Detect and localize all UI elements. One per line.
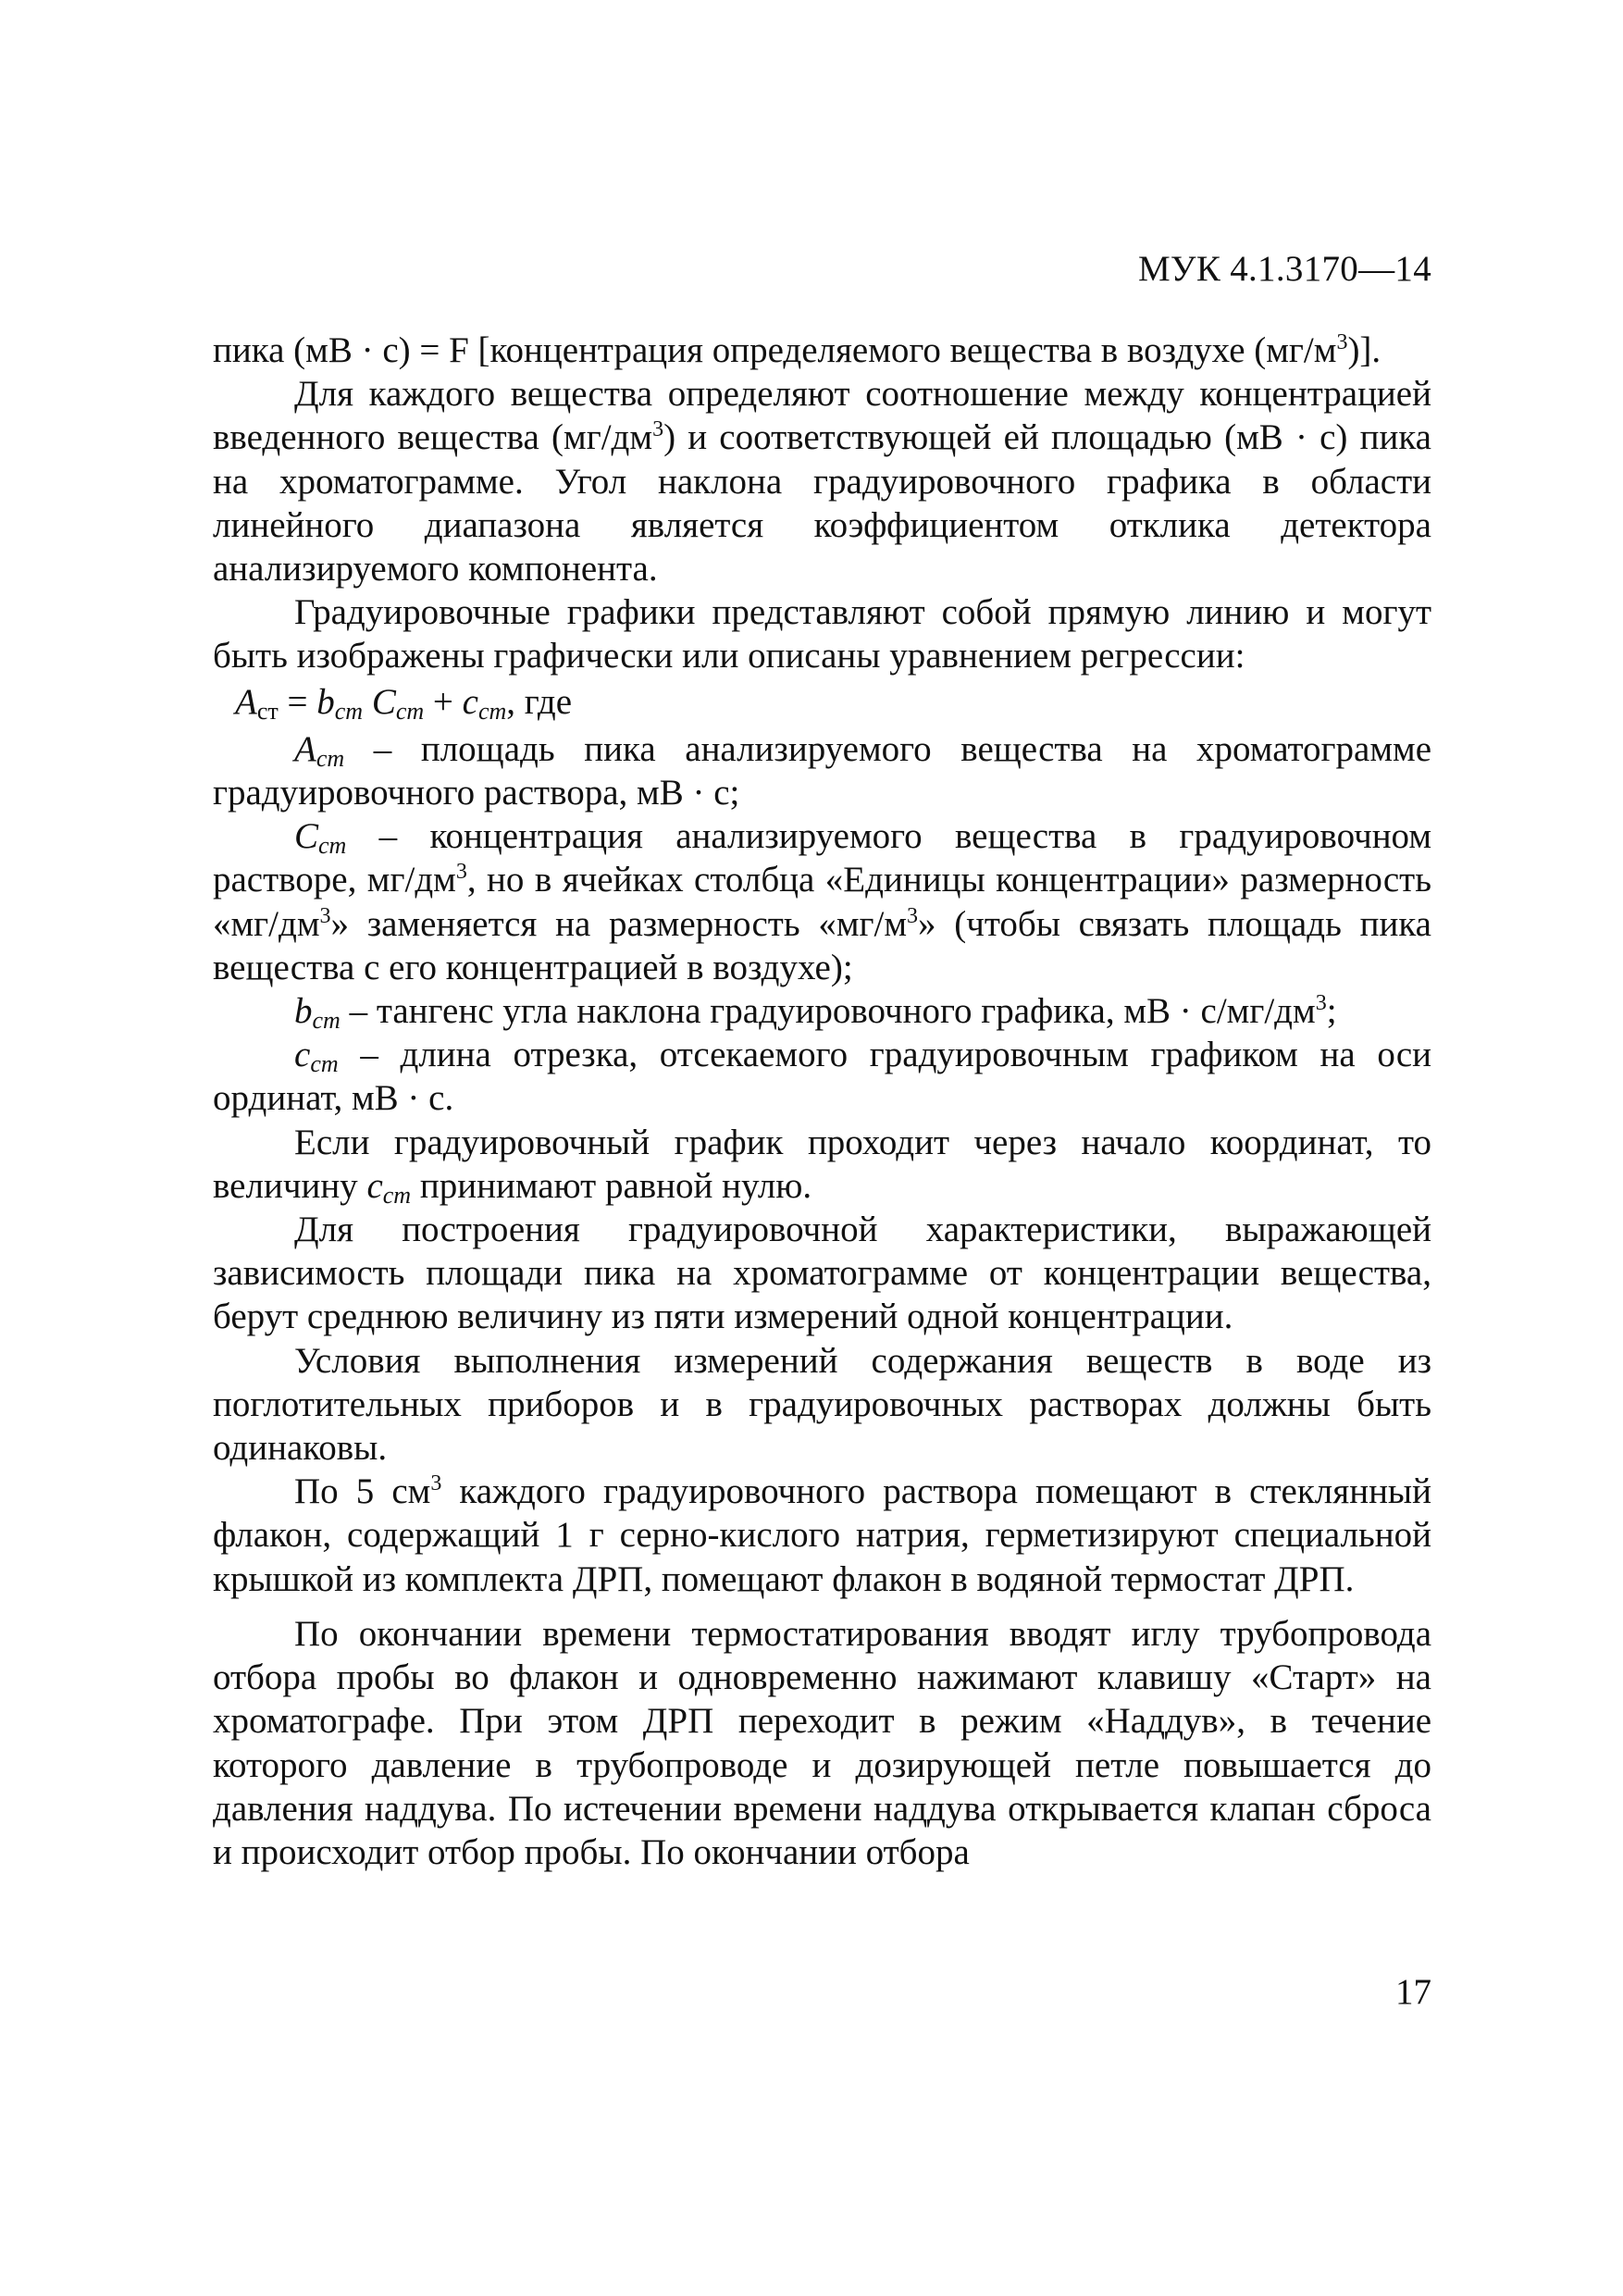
definition-b-cm: $b_{cm}$ – тангенс угла наклона градуировочного графика, мВ · $с/мг/дм^3$;: [294, 991, 1337, 1035]
paragraph-sampling-procedure: По окончании времени термостатирования вводят иглу трубопровода отбора пробы во флакон и одновременно нажимают клавишу «Старт» на хроматографе. При этом ДРП переходит в режим «Наддув», в течение которого давление в трубопроводе и дозирующей петле повышается до давления наддува. По истечении времени наддува открывается клапан сброса и происходит отбор пробы. По окончании отбора: [213, 1613, 1431, 1872]
paragraph-vial-preparation: По 5 $см^3$ каждого градуировочного раствора помещают в стеклянный флакон, содержащий 1 г серно-кислого натрия, герметизируют специальной крышкой из комплекта ДРП, помещают флакон в водяной термостат ДРП.: [213, 1471, 1432, 1599]
definition-c-cm-intercept: $c_{cm}$ – длина отрезка, отсекаемого градуировочным графиком на оси ординат, мВ · с.: [213, 1035, 1431, 1119]
paragraph-building-characteristic: Для построения градуировочной характеристики, выражающей зависимость площади пика на хроматограмме от концентрации вещества, берут среднюю величину из пяти измерений одной концентрации.: [213, 1210, 1431, 1337]
definition-a-cm: $A_{cm}$ – площадь пика анализируемого вещества на хроматограмме градуировочного раствора, мВ · с;: [213, 728, 1431, 813]
paragraph-calibration-graphs: Градуировочные графики представляют собой прямую линию и могут быть изображены графически или описаны уравнением регрессии:: [213, 592, 1431, 676]
paragraph-peak-function: пика (мВ · с) = F [концентрация определяемого вещества в воздухе $(мг/м^3)$].: [213, 330, 1381, 370]
paragraph-concentration-relation: Для каждого вещества определяют соотношение между концентрацией введенного вещества $(мг/дм^3)$ и соответствующей ей площадью (мВ · с) пика на хроматограмме. Угол наклона градуировочного графика в области линейного диапазона является коэффициентом отклика детектора анализируемого компонента.: [213, 374, 1431, 590]
definition-c-cm-concentration: $C_{cm}$ – концентрация анализируемого вещества в градуировочном растворе, $мг/дм^3$, но в ячейках столбца «Единицы концентрации» размерность «$мг/дм^3$» заменяется на размерность «$мг/м^3$» (чтобы связать площадь пика вещества с его концентрацией в воздухе);: [213, 816, 1432, 987]
document-code-header: МУК 4.1.3170—14: [1137, 249, 1431, 289]
page-number: 17: [1395, 1972, 1431, 2012]
paragraph-measurement-conditions: Условия выполнения измерений содержания веществ в воде из поглотительных приборов и в градуировочных растворах должны быть одинаковы.: [213, 1340, 1431, 1469]
document-body: [213, 329, 1431, 1874]
paragraph-zero-intercept: Если градуировочный график проходит через начало координат, то величину $c_{cm}$ принимают равной нулю.: [213, 1122, 1431, 1209]
regression-formula: $A_{ст} = b_{cm}$ $C_{cm} + c_{cm}$, где: [235, 681, 573, 725]
